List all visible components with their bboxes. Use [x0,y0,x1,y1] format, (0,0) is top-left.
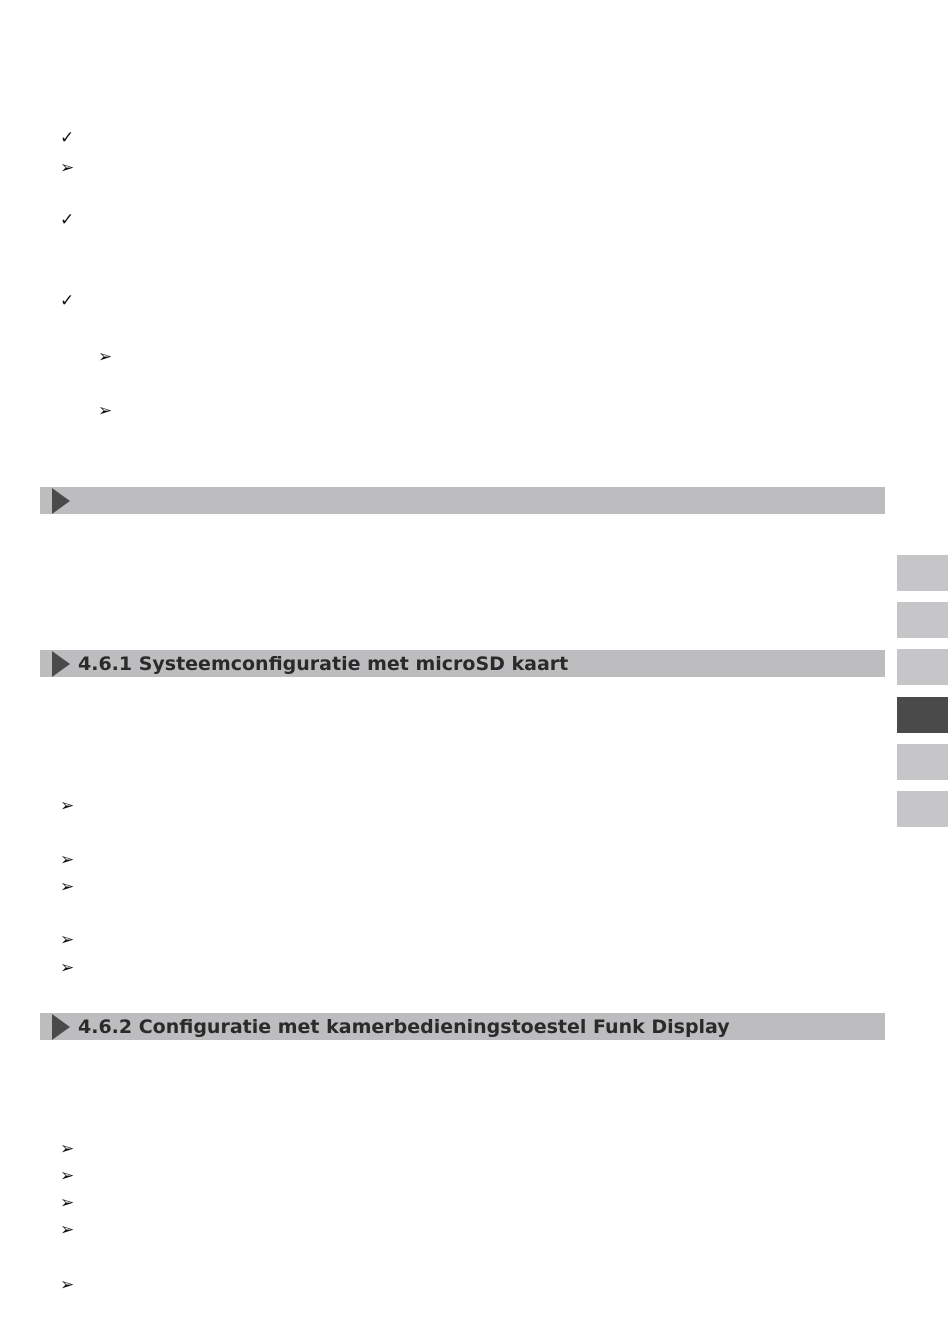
side-tab[interactable] [897,744,948,780]
arrow-bullet-icon: ➢ [60,1193,75,1213]
section-heading-4-6-1 [40,650,885,677]
arrow-bullet-icon: ➢ [60,1220,75,1240]
section-triangle-icon [52,651,70,677]
side-tab[interactable] [897,555,948,591]
arrow-bullet-icon: ➢ [60,1166,75,1186]
arrow-bullet-icon: ➢ [60,158,75,178]
arrow-bullet-icon: ➢ [60,1139,75,1159]
side-tab-active[interactable] [897,697,948,733]
side-tab[interactable] [897,791,948,827]
arrow-bullet-icon: ➢ [60,958,75,978]
check-icon: ✓ [60,128,75,148]
section-heading-4-6-2 [40,1013,885,1040]
arrow-bullet-icon: ➢ [98,401,113,421]
arrow-bullet-icon: ➢ [98,347,113,367]
check-icon: ✓ [60,210,75,230]
arrow-bullet-icon: ➢ [60,1275,75,1295]
section-heading-4-6 [40,487,885,514]
arrow-bullet-icon: ➢ [60,850,75,870]
section-title: 4.6.2 Configuratie met kamerbedieningstoestel Funk Display [78,1015,730,1038]
arrow-bullet-icon: ➢ [60,796,75,816]
section-triangle-icon [52,1014,70,1040]
side-tab[interactable] [897,649,948,685]
check-icon: ✓ [60,291,75,311]
section-title: 4.6.1 Systeemconfiguratie met microSD kaart [78,652,569,675]
section-triangle-icon [52,488,70,514]
arrow-bullet-icon: ➢ [60,930,75,950]
side-tab[interactable] [897,602,948,638]
arrow-bullet-icon: ➢ [60,877,75,897]
